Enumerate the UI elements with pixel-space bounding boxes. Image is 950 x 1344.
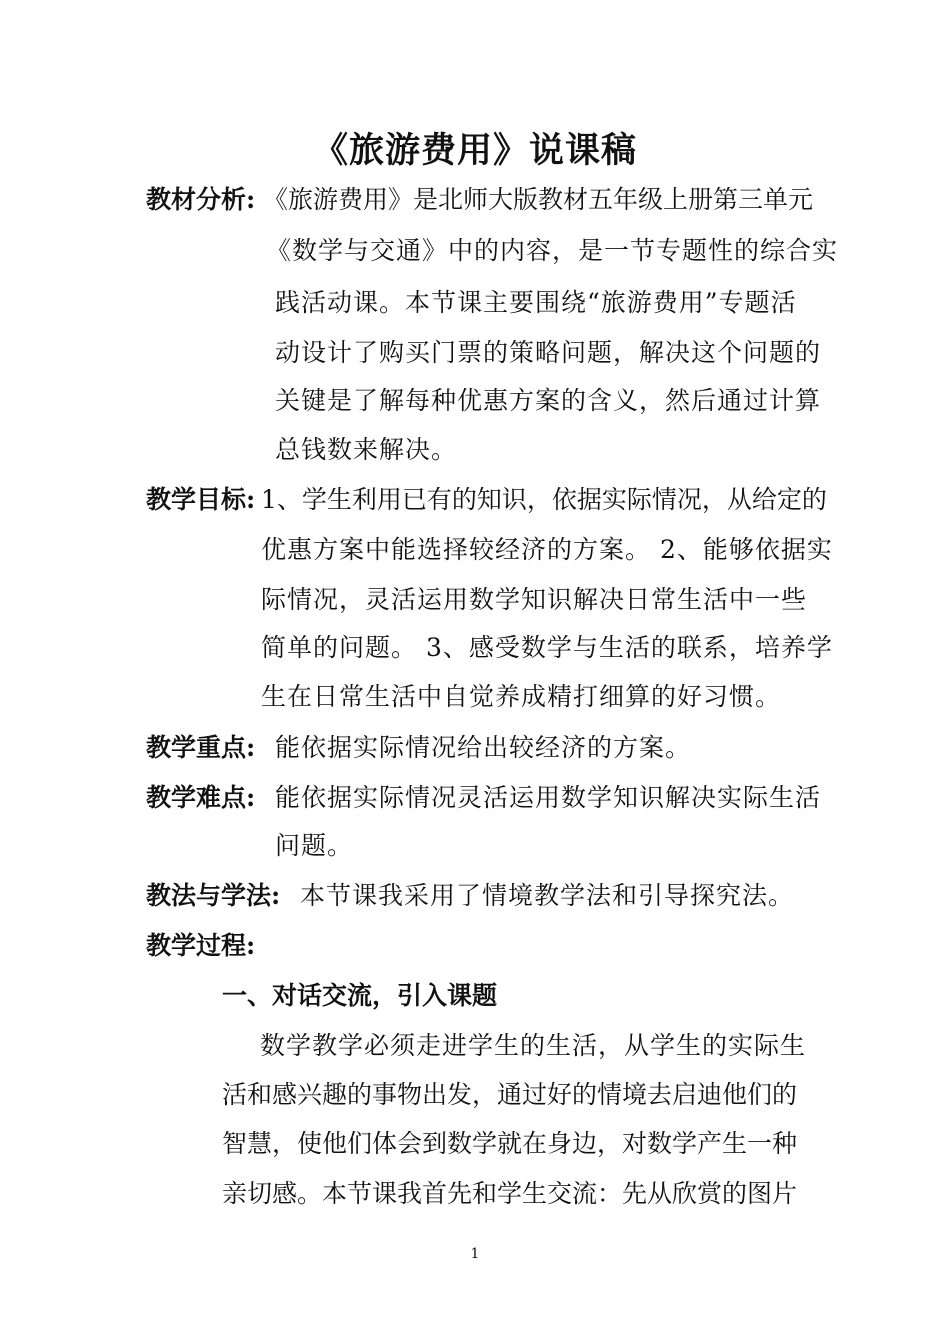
page-number: 1 (470, 1246, 480, 1262)
process-paragraph-line-4: 亲切感。本节课我首先和学生交流：先从欣赏的图片 (222, 1179, 798, 1208)
document-title: 《旅游费用》说课稿 (312, 130, 637, 171)
teaching-goals-line-1: 1、学生利用已有的知识，依据实际情况，从给定的 (261, 485, 827, 514)
material-analysis-label: 教材分析: (146, 185, 256, 214)
process-paragraph-line-1: 数学教学必须走进学生的生活，从学生的实际生 (260, 1031, 807, 1060)
key-points-line-1: 能依据实际情况给出较经济的方案。 (275, 733, 692, 762)
material-analysis-line-4: 动设计了购买门票的策略问题，解决这个问题的 (275, 338, 822, 367)
material-analysis-line-3: 践活动课。本节课主要围绕“旅游费用”专题活 (275, 288, 797, 317)
methods-line-1: 本节课我采用了情境教学法和引导探究法。 (300, 881, 795, 910)
difficulties-line-1: 能依据实际情况灵活运用数学知识解决实际生活 (275, 783, 822, 812)
methods-label: 教法与学法: (146, 881, 281, 910)
teaching-goals-line-5: 生在日常生活中自觉养成精打细算的好习惯。 (261, 682, 782, 711)
difficulties-label: 教学难点: (146, 783, 256, 812)
process-paragraph-line-2: 活和感兴趣的事物出发，通过好的情境去启迪他们的 (222, 1080, 798, 1109)
material-analysis-line-6: 总钱数来解决。 (275, 435, 458, 464)
teaching-goals-line-4: 简单的问题。 3、感受数学与生活的联系，培养学 (261, 633, 833, 662)
process-section-heading: 一、对话交流，引入课题 (222, 981, 498, 1010)
key-points-label: 教学重点: (146, 733, 256, 762)
material-analysis-line-1: 《旅游费用》是北师大版教材五年级上册第三单元 (263, 185, 814, 214)
material-analysis-line-2: 《数学与交通》中的内容，是一节专题性的综合实 (266, 236, 839, 265)
teaching-goals-line-2: 优惠方案中能选择较经济的方案。 2、能够依据实 (261, 535, 833, 564)
material-analysis-line-5: 关键是了解每种优惠方案的含义，然后通过计算 (275, 386, 822, 415)
teaching-goals-label: 教学目标: (146, 485, 256, 514)
process-label: 教学过程: (146, 931, 256, 960)
process-paragraph-line-3: 智慧，使他们体会到数学就在身边，对数学产生一种 (222, 1129, 798, 1158)
teaching-goals-line-3: 际情况，灵活运用数学知识解决日常生活中一些 (261, 585, 808, 614)
difficulties-line-2: 问题。 (275, 831, 354, 860)
